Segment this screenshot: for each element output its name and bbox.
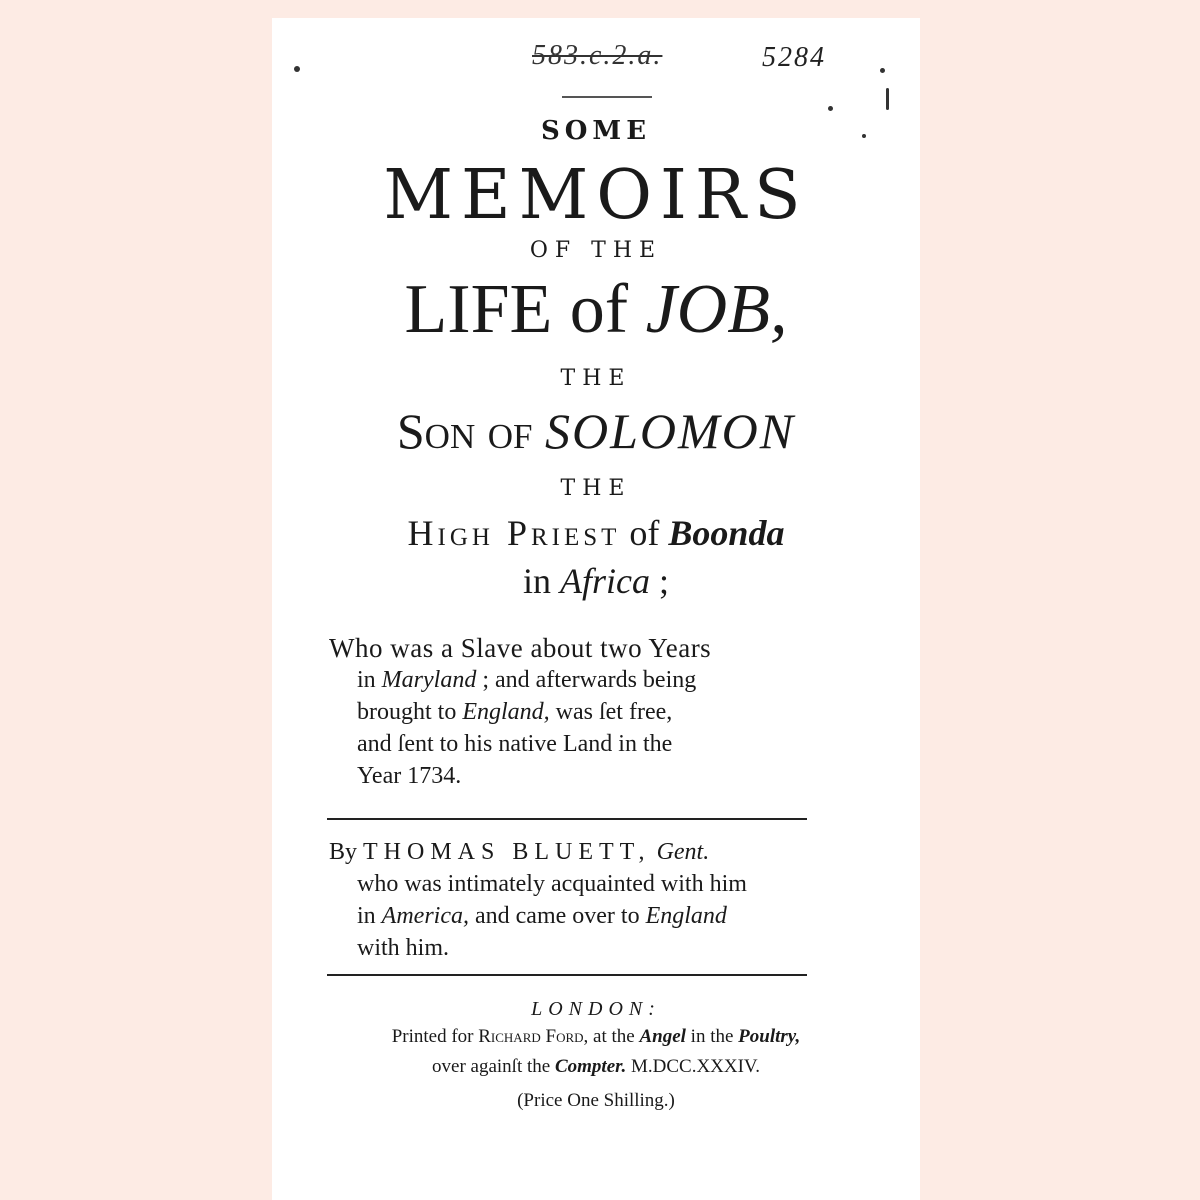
title-boonda-text: Boonda <box>668 513 785 553</box>
imprint-l2b: Compter. <box>554 1056 627 1077</box>
title-high-priest-text: High Priest <box>407 513 621 553</box>
imprint-l1a: Printed for <box>391 1026 479 1047</box>
title-in-africa <box>272 560 920 602</box>
title-some-text: SOME <box>540 116 652 146</box>
title-page <box>272 18 920 1200</box>
imprint-line-2 <box>272 1056 920 1078</box>
title-high-priest <box>272 512 920 554</box>
rule-lower <box>327 974 807 976</box>
author-line-1 <box>329 836 809 868</box>
ink-speck <box>294 66 300 72</box>
title-son-of-text: Son of <box>396 403 545 459</box>
desc-l3c: was ſet free, <box>549 699 673 725</box>
description-line-5: Year 1734. <box>357 763 462 789</box>
imprint-city-text: LONDON: <box>531 998 661 1020</box>
author-by: By <box>329 839 364 865</box>
author-line-2: who was intimately acquainted with him <box>357 871 747 897</box>
rule-upper <box>327 818 807 820</box>
struck-shelfmark: 583.c.2.a. <box>532 40 663 71</box>
desc-l3a: brought to <box>357 699 463 725</box>
title-solomon-text: SOLOMON <box>544 403 796 459</box>
author-block <box>329 836 809 964</box>
title-life-of-text: LIFE of <box>404 271 646 348</box>
imprint-l2a: over againſt the <box>432 1056 555 1077</box>
shelfmark-underline <box>562 96 652 98</box>
title-son-of-solomon <box>272 402 920 460</box>
title-africa-text: Africa <box>560 561 650 601</box>
description-line-4: and ſent to his native Land in the <box>357 731 673 757</box>
imprint-l1d: Angel <box>639 1026 686 1047</box>
author-line-4: with him. <box>357 935 450 961</box>
title-life-of-job <box>272 270 920 350</box>
description-line-1: Who was a Slave about two Years <box>329 633 712 663</box>
author-name: THOMAS BLUETT, <box>363 839 651 865</box>
imprint-city <box>272 998 920 1021</box>
imprint-price-text: (Price One Shilling.) <box>517 1090 675 1111</box>
shelfmark <box>532 40 872 80</box>
title-the-2-text: THE <box>560 476 632 501</box>
ink-speck <box>886 88 889 110</box>
author-l3d: England <box>645 903 727 929</box>
imprint-l1f: Poultry, <box>738 1026 801 1047</box>
author-l3b: America, <box>381 903 469 929</box>
title-of-text: of <box>620 513 669 553</box>
title-job-text: JOB, <box>645 271 788 348</box>
desc-l3b: England, <box>462 699 550 725</box>
title-the-1-text: THE <box>560 366 632 391</box>
desc-l2a: in <box>357 667 382 693</box>
title-the-2 <box>272 476 920 501</box>
imprint-l2c: M.DCC.XXXIV. <box>626 1056 760 1077</box>
title-of-the-text: OF THE <box>529 238 663 263</box>
current-shelfmark: 5284 <box>762 42 826 73</box>
description-block <box>329 632 809 792</box>
description-line-3 <box>329 696 809 728</box>
ink-speck <box>828 106 833 111</box>
imprint-l1e: in the <box>685 1026 739 1047</box>
author-gent: Gent. <box>650 839 710 865</box>
title-some <box>272 116 920 146</box>
author-line-3 <box>329 900 809 932</box>
imprint-l1c: at the <box>588 1026 640 1047</box>
title-in-text: in <box>522 561 560 601</box>
imprint-price <box>272 1090 920 1112</box>
title-of-the <box>272 238 920 263</box>
desc-l2c: ; and afterwards being <box>476 667 697 693</box>
title-memoirs <box>272 156 920 235</box>
author-l3c: and came over to <box>468 903 646 929</box>
desc-l2b: Maryland <box>381 667 477 693</box>
imprint-line-1 <box>272 1026 920 1048</box>
title-memoirs-text: MEMOIRS <box>383 156 809 235</box>
imprint-l1b: Richard Ford, <box>478 1026 589 1047</box>
title-the-1 <box>272 366 920 391</box>
ink-speck <box>880 68 885 73</box>
title-semicolon-text: ; <box>649 561 669 601</box>
description-line-2 <box>329 664 809 696</box>
author-l3a: in <box>357 903 382 929</box>
